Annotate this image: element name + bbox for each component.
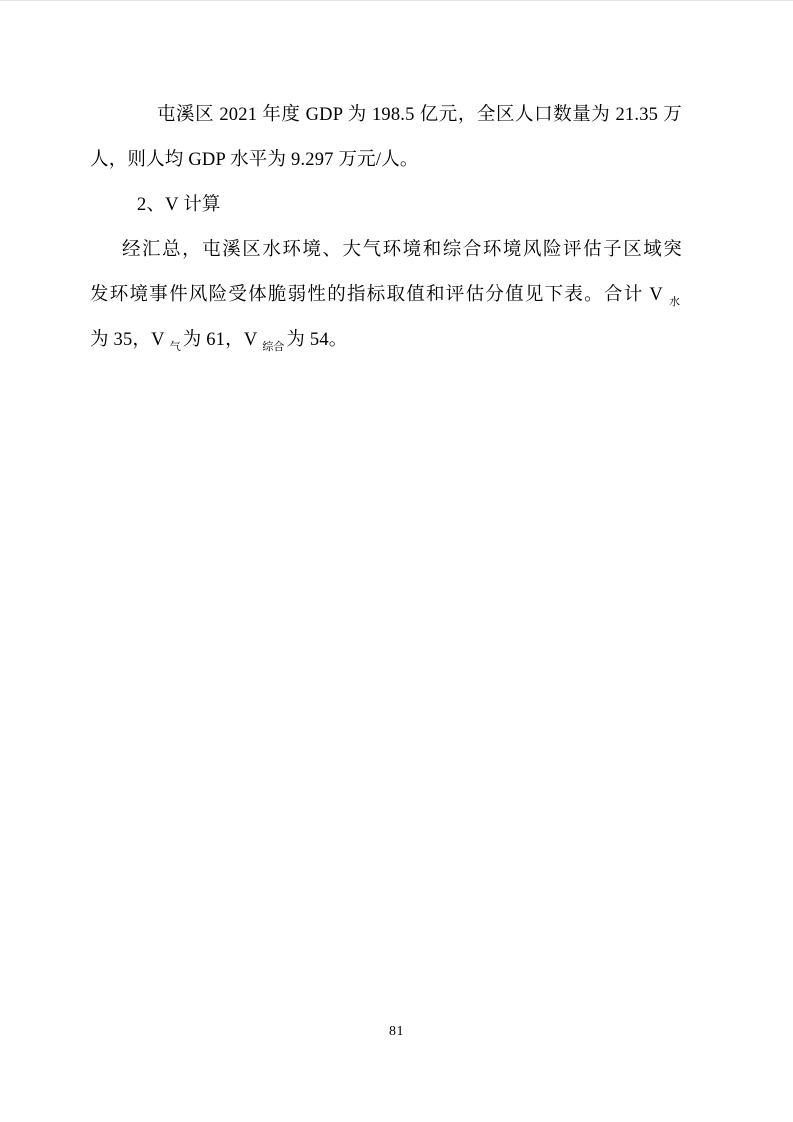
paragraph-gdp-line2: 人，则人均 GDP 水平为 9.297 万元/人。	[90, 150, 419, 170]
v-water-value-text: 为 35，V	[90, 330, 165, 350]
paragraph-v-summary-line3	[90, 318, 682, 363]
v-air-value-text: 为 61，V	[182, 330, 258, 350]
paragraph-v-summary-line2	[90, 273, 682, 318]
paragraph-v-summary-line1: 经汇总，屯溪区水环境、大气环境和综合环境风险评估子区域突	[122, 240, 682, 260]
heading-v-calculation: 2、V 计算	[137, 195, 221, 215]
paragraph-v-summary-line2-text: 发环境事件风险受体脆弱性的指标取值和评估分值见下表。合计 V	[90, 285, 663, 305]
paragraph-gdp-line1: 屯溪区 2021 年度 GDP 为 198.5 亿元，全区人口数量为 21.35 万	[157, 105, 682, 125]
page-number: 81	[389, 1024, 404, 1039]
v-comprehensive-value-text: 为 54。	[286, 330, 348, 350]
subscript-air: 气	[169, 341, 181, 353]
subscript-comprehensive: 综合	[262, 341, 285, 353]
document-body	[90, 93, 682, 363]
subscript-water: 水	[667, 296, 680, 308]
